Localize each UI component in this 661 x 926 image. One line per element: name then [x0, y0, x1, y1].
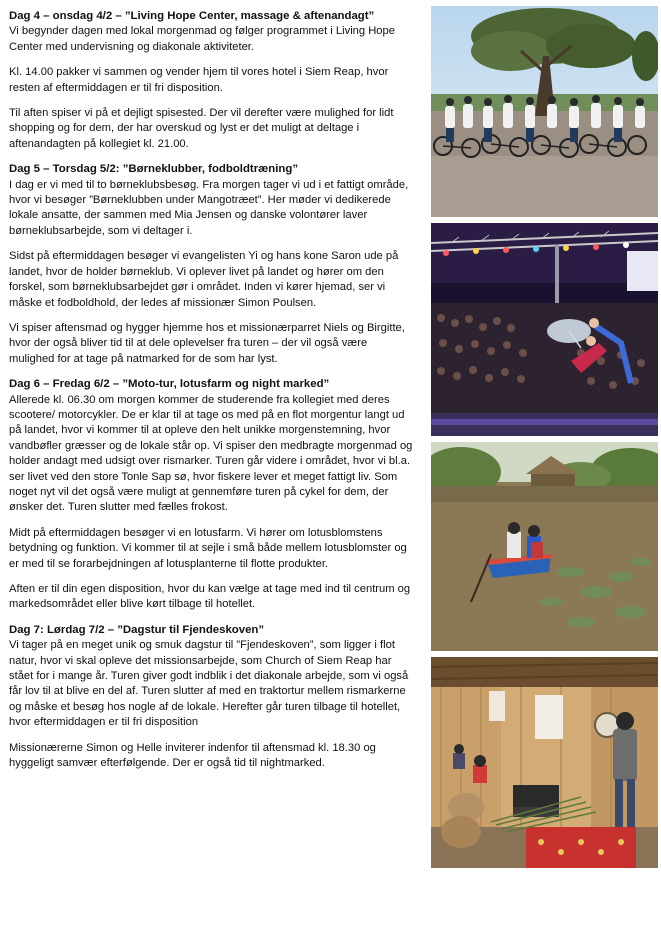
photo-lotus-workshop	[431, 657, 658, 868]
day-6-heading: Dag 6 – Fredag 6/2 – ”Moto-tur, lotusfarm og night marked”	[9, 378, 330, 391]
day-5-paragraph-2: Sidst på eftermiddagen besøger vi evangelisten Yi og hans kone Saron ude på landet, hvor de holder børneklub. Vi oplever livet på landet og hører om den forskel, som børneklubsarbejdet gør i området. Inden vi kører hjemad, ser vi måske et fodboldhold, der ledes af missionær Simon Poulsen.	[9, 250, 399, 309]
day-7-section	[9, 623, 414, 772]
day-6-paragraph-3: Aften er til din egen disposition, hvor du kan vælge at tage med ind til centrum og markedsområdet eller blive kørt tilbage til hotellet.	[9, 583, 411, 611]
day-6-paragraph-2: Midt på eftermiddagen besøger vi en lotusfarm. Vi hører om lotusblomstens betydning og funktion. Vi kommer til at sejle i små både mellem lotusblomster og er med til se forarbejdningen af lotusplanterne til flotte produkter.	[9, 526, 407, 570]
day-7-paragraph-2: Missionærerne Simon og Helle inviterer indenfor til aftensmad kl. 18.30 og hyggeligt samvær efterfølgende. Der er også tid til nightmarked.	[9, 741, 376, 770]
day-5-paragraph-3: Vi spiser aftensmad og hygger hjemme hos et missionærparret Niels og Birgitte, hvor der også bliver tid til at dele oplevelser fra turen – der vil også være mulighed for at tage på natmarked for de som har lyst.	[9, 321, 405, 365]
day-5-section	[9, 162, 414, 367]
day-4-paragraph-2: Kl. 14.00 pakker vi sammen og vender hjem til vores hotel i Siem Reap, hvor resten af eftermiddagen er til fri disposition.	[9, 66, 389, 94]
photo-group-cycling	[431, 6, 658, 217]
itinerary-text	[9, 9, 414, 781]
day-6-paragraph-1: Allerede kl. 06.30 om morgen kommer de studerende fra kollegiet med deres scootere/ motorcykler. De er klar til at tage os med på en flot morgentur langt ud på landet, hvor vi kommer til at opleve den helt unikke morgenstemning, hvor vandbøfler græsser og de lokale står op. Vi spiser den medbragte morgenmad og holder andagt med udsigt over rismarker. Turen går videre i området, hvor vi bl.a. ser livet ved den store Tonle Sap sø, hvor fiskere lever et meget fattigt liv. Som noget nyt vil det også være muligt at gennemføre turen på cykel for dem, der ønsker det. Turen slutter med fælles frokost.	[9, 393, 413, 514]
day-4-paragraph-1: Vi begynder dagen med lokal morgenmad og følger programmet i Living Hope Center med undervisning og diakonale aktiviteter.	[9, 25, 395, 53]
day-5-heading: Dag 5 – Torsdag 5/2: ”Børneklubber, fodboldtræning”	[9, 163, 299, 176]
photo-boat-tonle-sap	[431, 442, 658, 651]
photo-circus-performance	[431, 223, 658, 436]
day-4-section	[9, 9, 414, 152]
day-4-paragraph-3: Til aften spiser vi på et dejligt spisested. Der vil derefter være mulighed for lidt shopping og for dem, der har overskud og lyst er det muligt at deltage i aftenandagten på kollegiet kl. 21.00.	[9, 107, 394, 150]
day-6-section	[9, 377, 414, 613]
day-7-heading: Dag 7: Lørdag 7/2 – ”Dagstur til Fjendeskoven”	[9, 623, 265, 636]
day-7-paragraph-1: Vi tager på en meget unik og smuk dagstur til ”Fjendeskoven”, som ligger i flot natur, hvor vi skal opleve det missionsarbejde, som Church of Siem Reap har stået for i mange år. Turen giver godt indblik i det diakonale arbejde, som vi også får lov til at blive en del af. Turen slutter af med en traktortur mellem rismarkerne og måske et besøg hos nogle af de lokale. Herefter går turen tilbage til hotellet, hvor eftermiddagen er til fri disposition	[9, 639, 409, 729]
day-5-paragraph-1: I dag er vi med til to børneklubsbesøg. Fra morgen tager vi ud i et fattigt område, hvor vi besøger ”Børneklubben under Mangotræet”. Her møder vi dedikerede lokale ansatte, der sammen med Mia Jensen og danske volontører laver børneklubsarbejde, som vi deltager i.	[9, 178, 409, 237]
day-4-heading: Dag 4 – onsdag 4/2 – ”Living Hope Center, massage & aftenandagt”	[9, 10, 375, 22]
